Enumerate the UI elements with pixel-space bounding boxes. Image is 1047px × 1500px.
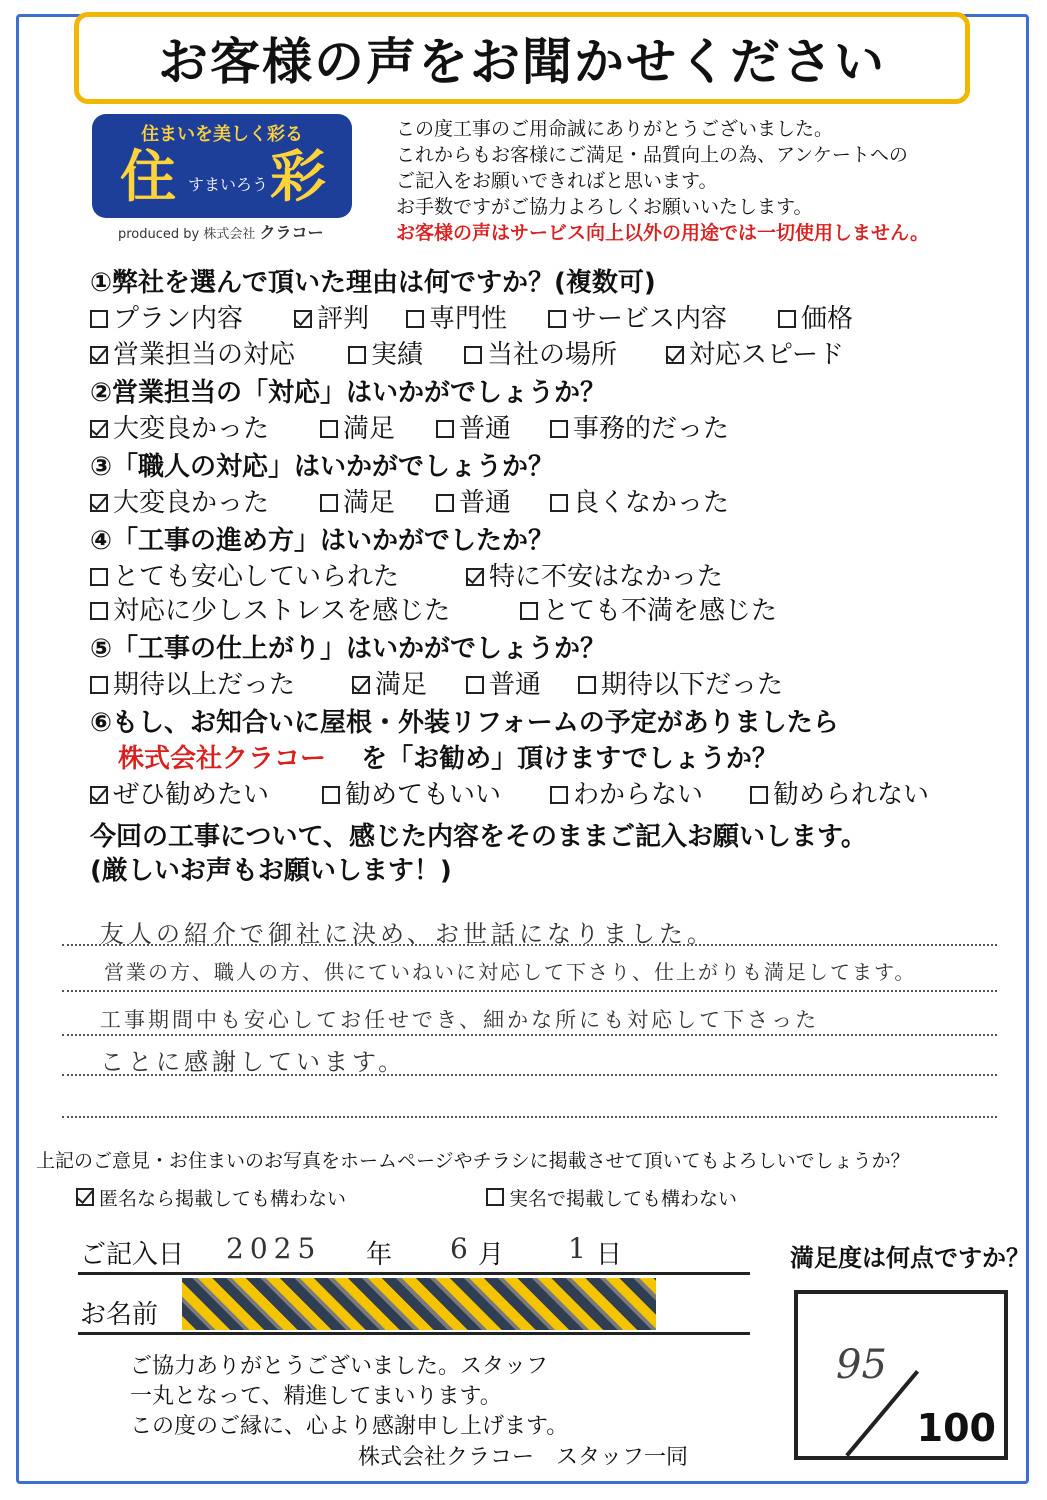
checkbox-checked[interactable] [294, 310, 312, 328]
q6-company [118, 738, 778, 775]
permission-anonymous[interactable]: 匿名なら掲載しても構わない [76, 1184, 346, 1211]
comment-prompt-line-2: (厳しいお声もお願いします！) [90, 856, 452, 886]
date-underline [78, 1272, 750, 1275]
checkbox[interactable] [90, 602, 108, 620]
checkbox-checked[interactable] [90, 494, 108, 512]
q4-option-very-dissatisfied[interactable]: とても不満を感じた [520, 590, 777, 627]
ruled-line [62, 1116, 997, 1118]
produced-company: クラコー [259, 223, 324, 242]
q3-option-satisfied[interactable]: 満足 [320, 482, 395, 519]
checkbox[interactable] [550, 420, 568, 438]
permission-question: 上記のご意見・お住まいのお写真をホームページやチラシに掲載させて頂いてもよろしいでしょうか？ [36, 1150, 910, 1172]
produced-prefix: produced by 株式会社 [118, 227, 256, 242]
name-label: お名前 [80, 1300, 159, 1330]
date-day-unit: 日 [596, 1240, 623, 1270]
question-5: ⑤「工事の仕上がり」はいかがでしょうか？ [90, 634, 607, 664]
checkbox-checked[interactable] [666, 346, 684, 364]
logo-char-2: 彩 [270, 145, 326, 210]
score-max: 100 [916, 1406, 996, 1450]
q4-option-some-stress[interactable]: 対応に少しストレスを感じた [90, 590, 450, 627]
thanks-line: 一丸となって、精進してまいります。 [130, 1384, 502, 1409]
q1-option-plan[interactable]: プラン内容 [90, 298, 243, 335]
q4-option-no-worries[interactable]: 特に不安はなかった [466, 556, 723, 593]
checkbox-checked[interactable] [352, 676, 370, 694]
intro-line: お手数ですがご協力よろしくお願いいたします。 [396, 196, 813, 218]
intro-line: この度工事のご用命誠にありがとうございました。 [396, 118, 834, 140]
checkbox[interactable] [406, 310, 424, 328]
ruled-line [62, 944, 997, 946]
date-day-value: 1 [568, 1232, 586, 1265]
date-label: ご記入日 [80, 1240, 185, 1270]
checkbox-checked[interactable] [90, 346, 108, 364]
question-4: ④「工事の進め方」はいかがでしたか？ [90, 526, 555, 556]
q3-option-not-good[interactable]: 良くなかった [550, 482, 729, 519]
q1-option-sales-response[interactable]: 営業担当の対応 [90, 334, 295, 371]
permission-real-name[interactable]: 実名で掲載しても構わない [486, 1184, 737, 1211]
checkbox[interactable] [548, 310, 566, 328]
checkbox[interactable] [578, 676, 596, 694]
checkbox[interactable] [90, 568, 108, 586]
q2-option-businesslike[interactable]: 事務的だった [550, 408, 729, 445]
produced-by [118, 220, 324, 243]
privacy-notice: お客様の声はサービス向上以外の用途では一切使用しません。 [396, 222, 930, 244]
checkbox[interactable] [778, 310, 796, 328]
q2-option-very-good[interactable]: 大変良かった [90, 408, 269, 445]
thanks-message [130, 1352, 568, 1442]
date-month-value: 6 [450, 1232, 468, 1265]
thanks-line: ご協力ありがとうございました。スタッフ [130, 1354, 549, 1379]
checkbox[interactable] [550, 786, 568, 804]
q6-option-ok[interactable]: 勧めてもいい [322, 774, 501, 811]
checkbox[interactable] [320, 420, 338, 438]
name-underline [78, 1332, 750, 1335]
checkbox[interactable] [550, 494, 568, 512]
signature: 株式会社クラコー スタッフ一同 [358, 1445, 689, 1470]
comment-prompt-line-1: 今回の工事について、感じた内容をそのままご記入お願いします。 [90, 822, 867, 852]
q1-option-location[interactable]: 当社の場所 [464, 334, 617, 371]
checkbox[interactable] [90, 310, 108, 328]
question-2: ②営業担当の「対応」はいかがでしょうか？ [90, 378, 607, 408]
checkbox[interactable] [486, 1188, 504, 1206]
q1-option-track-record[interactable]: 実績 [348, 334, 423, 371]
checkbox[interactable] [520, 602, 538, 620]
checkbox-checked[interactable] [466, 568, 484, 586]
comment-prompt [90, 820, 867, 888]
handwritten-line: 営業の方、職人の方、供にていねいに対応して下さり、仕上がりも満足してます。 [104, 960, 917, 984]
score-box [794, 1290, 1008, 1460]
ruled-line [62, 1034, 997, 1036]
q6-option-definitely[interactable]: ぜひ勧めたい [90, 774, 269, 811]
q1-option-expertise[interactable]: 専門性 [406, 298, 507, 335]
checkbox[interactable] [436, 494, 454, 512]
question-1: ①弊社を選んで頂いた理由は何ですか？(複数可) [90, 268, 656, 298]
checkbox[interactable] [436, 420, 454, 438]
date-month-unit: 月 [478, 1240, 505, 1270]
q5-option-normal[interactable]: 普通 [466, 664, 541, 701]
checkbox[interactable] [320, 494, 338, 512]
checkbox[interactable] [90, 676, 108, 694]
question-3: ③「職人の対応」はいかがでしょうか？ [90, 452, 555, 482]
handwritten-line: ことに感謝しています。 [100, 1048, 407, 1076]
handwritten-line: 工事期間中も安心してお任せでき、細かな所にも対応して下さった [100, 1008, 820, 1032]
logo-char-1: 住 [120, 145, 176, 210]
checkbox[interactable] [322, 786, 340, 804]
q2-option-satisfied[interactable]: 満足 [320, 408, 395, 445]
q4-option-very-assured[interactable]: とても安心していられた [90, 556, 399, 593]
checkbox[interactable] [466, 676, 484, 694]
score-value: 95 [836, 1342, 887, 1388]
ruled-line [62, 1074, 997, 1076]
q6-option-unsure[interactable]: わからない [550, 774, 703, 811]
intro-line: ご記入をお願いできればと思います。 [396, 170, 718, 192]
q1-option-service[interactable]: サービス内容 [548, 298, 727, 335]
q3-option-normal[interactable]: 普通 [436, 482, 511, 519]
intro-text [396, 116, 929, 246]
q6-company-name: 株式会社クラコー [118, 744, 327, 774]
q2-option-normal[interactable]: 普通 [436, 408, 511, 445]
checkbox[interactable] [464, 346, 482, 364]
q1-option-price[interactable]: 価格 [778, 298, 853, 335]
question-6: ⑥もし、お知合いに屋根・外装リフォームの予定がありましたら [90, 708, 839, 738]
thanks-line: この度のご縁に、心より感謝申し上げます。 [130, 1414, 569, 1439]
logo-tagline: 住まいを美しく彩る [141, 124, 303, 145]
ruled-line [62, 990, 997, 992]
q5-option-above[interactable]: 期待以上だった [90, 664, 295, 701]
page-title: お客様の声をお聞かせください [74, 12, 970, 104]
checkbox-checked[interactable] [90, 420, 108, 438]
q1-option-reputation[interactable]: 評判 [294, 298, 369, 335]
q5-option-below[interactable]: 期待以下だった [578, 664, 783, 701]
q6-option-cannot[interactable]: 勧められない [750, 774, 929, 811]
company-logo [92, 114, 352, 218]
q3-option-very-good[interactable]: 大変良かった [90, 482, 269, 519]
checkbox[interactable] [750, 786, 768, 804]
checkbox[interactable] [348, 346, 366, 364]
date-year-unit: 年 [366, 1240, 393, 1270]
q5-option-satisfied[interactable]: 満足 [352, 664, 427, 701]
q1-option-speed[interactable]: 対応スピード [666, 334, 844, 371]
date-year-value: 2025 [226, 1232, 322, 1265]
q6-text-2: を「お勧め」頂けますでしょうか？ [361, 744, 778, 774]
intro-line: これからもお客様にご満足・品質向上の為、アンケートへの [396, 144, 908, 166]
checkbox-checked[interactable] [90, 786, 108, 804]
logo-reading: すまいろう [188, 175, 269, 194]
handwritten-line: 友人の紹介で御社に決め、お世話になりました。 [100, 920, 716, 948]
score-title: 満足度は何点ですか？ [790, 1244, 1030, 1272]
redacted-name [182, 1278, 656, 1330]
checkbox-checked[interactable] [76, 1188, 94, 1206]
